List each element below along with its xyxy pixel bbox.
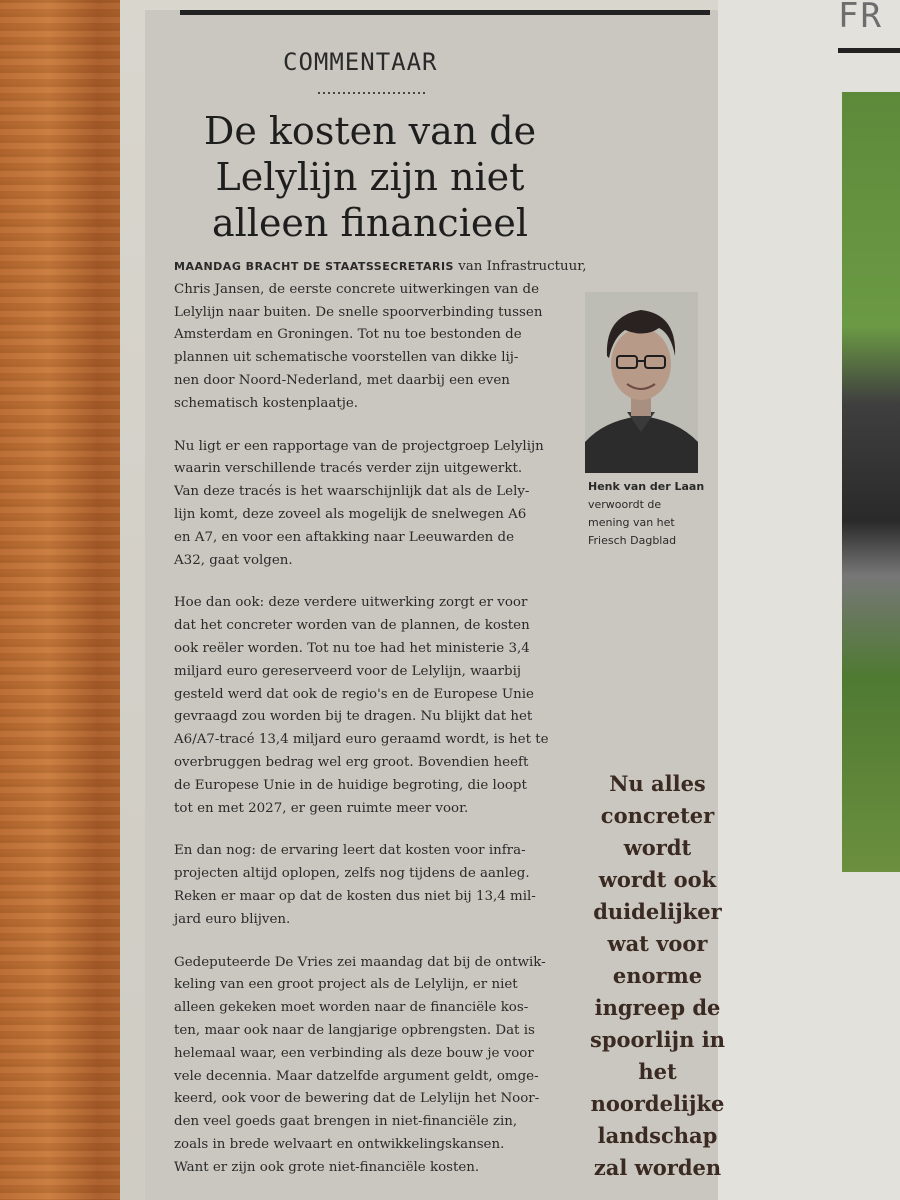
wooden-table-background: [0, 0, 140, 1200]
pull-quote-line: wat voor: [607, 931, 708, 956]
article-paragraph-1: [174, 256, 587, 416]
adjacent-page-header-fragment: FR: [838, 0, 883, 36]
body-line: zoals in brede welvaart en ontwikkelingskansen.: [174, 1136, 505, 1152]
body-line: gevraagd zou worden bij te dragen. Nu blijkt dat het: [174, 709, 533, 725]
body-line: nen door Noord-Nederland, met daarbij een even: [174, 372, 510, 388]
pull-quote-line: wordt: [623, 835, 692, 860]
pull-quote-line: Nu alles: [609, 771, 706, 796]
author-byline: [588, 478, 718, 550]
adjacent-page-photo: [842, 92, 900, 872]
body-line: A6/A7-tracé 13,4 miljard euro geraamd wordt, is het te: [174, 732, 549, 748]
pull-quote-line: zal worden: [593, 1155, 722, 1180]
body-line: Nu ligt er een rapportage van de projectgroep Lelylijn: [174, 438, 544, 454]
body-line: ten, maar ook naar de langjarige opbrengsten. Dat is: [174, 1022, 535, 1038]
author-description-line: verwoordt de: [588, 498, 662, 511]
headline-line: alleen financieel: [211, 201, 528, 245]
body-line: Hoe dan ook: deze verdere uitwerking zorgt er voor: [174, 595, 528, 611]
body-line: alleen gekeken moet worden naar de financiële kos-: [174, 1000, 529, 1016]
body-line: Lelylijn naar buiten. De snelle spoorverbinding tussen: [174, 304, 543, 320]
pull-quote-line: enorme: [612, 963, 703, 988]
body-line: gesteld werd dat ook de regio's en de Europese Unie: [174, 686, 534, 702]
author-portrait: [585, 292, 698, 473]
section-kicker: COMMENTAAR: [283, 48, 438, 76]
pull-quote-line: wordt ook: [598, 867, 717, 892]
kicker-dotted-divider: [318, 92, 428, 94]
body-line: En dan nog: de ervaring leert dat kosten voor infra-: [174, 843, 526, 859]
body-line: overbruggen bedrag wel erg groot. Bovendien heeft: [174, 754, 529, 770]
lead-in-caps: MAANDAG BRACHT DE STAATSSECRETARIS: [174, 260, 454, 273]
pull-quote-line: noordelijke: [590, 1091, 725, 1116]
body-line: vele decennia. Maar datzelfde argument geldt, omge-: [174, 1068, 539, 1084]
body-line: dat het concreter worden van de plannen, de kosten: [174, 618, 530, 634]
body-line: plannen uit schematische voorstellen van dikke lij-: [174, 350, 519, 366]
article-paragraph-2: [174, 436, 584, 573]
body-line: den veel goeds gaat brengen in niet-financiële zin,: [174, 1114, 518, 1130]
body-line: A32, gaat volgen.: [174, 552, 293, 568]
body-line: tot en met 2027, er geen ruimte meer voor.: [174, 800, 469, 816]
adjacent-page-header-rule: [838, 48, 900, 53]
body-line: Reken er maar op dat de kosten dus niet bij 13,4 mil-: [174, 888, 536, 904]
body-line: projecten altijd oplopen, zelfs nog tijdens de aanleg.: [174, 866, 530, 882]
body-line: en A7, en voor een aftakking naar Leeuwarden de: [174, 529, 514, 545]
body-line: keling van een groot project als de Lelylijn, er niet: [174, 977, 518, 993]
body-line: Amsterdam en Groningen. Tot nu toe bestonden de: [174, 327, 522, 343]
body-line: Gedeputeerde De Vries zei maandag dat bij de ontwik-: [174, 954, 546, 970]
headline-line: Lelylijn zijn niet: [215, 155, 525, 199]
pull-quote-line: concreter: [600, 803, 715, 828]
headline-line: De kosten van de: [203, 109, 537, 153]
body-line: helemaal waar, een verbinding als deze bouw je voor: [174, 1045, 534, 1061]
article-headline: [190, 108, 550, 246]
body-line: Chris Jansen, de eerste concrete uitwerkingen van de: [174, 281, 539, 297]
pull-quote: [585, 768, 730, 1184]
column-top-rule: [180, 10, 710, 15]
author-description-line: Friesch Dagblad: [588, 534, 677, 547]
article-paragraph-4: [174, 840, 584, 931]
author-name: Henk van der Laan: [588, 480, 705, 493]
author-description: [588, 496, 718, 550]
body-line: keerd, ook voor de bewering dat de Lelylijn het Noor-: [174, 1091, 540, 1107]
body-line: schematisch kostenplaatje.: [174, 395, 359, 411]
body-line: de Europese Unie in de huidige begroting, die loopt: [174, 777, 527, 793]
pull-quote-line: ingreep de: [594, 995, 721, 1020]
body-line: [174, 256, 587, 279]
body-line: Want er zijn ook grote niet-financiële kosten.: [174, 1159, 480, 1175]
body-line-text: van Infrastructuur,: [453, 259, 587, 274]
pull-quote-line: het: [638, 1059, 677, 1084]
author-portrait-drawing: [585, 292, 698, 473]
article-paragraph-5: [174, 952, 584, 1180]
author-description-line: mening van het: [588, 516, 675, 529]
body-line: Van deze tracés is het waarschijnlijk dat als de Lely-: [174, 484, 530, 500]
body-line: jard euro blijven.: [174, 911, 291, 927]
body-line: waarin verschillende tracés verder zijn uitgewerkt.: [174, 461, 523, 477]
body-line: ook reëler worden. Tot nu toe had het ministerie 3,4: [174, 640, 530, 656]
body-line: lijn komt, deze zoveel als mogelijk de snelwegen A6: [174, 506, 527, 522]
pull-quote-line: spoorlijn in: [590, 1027, 725, 1052]
article-body: [174, 256, 587, 1199]
pull-quote-line: landschap: [597, 1123, 718, 1148]
article-paragraph-3: [174, 592, 584, 820]
body-line: miljard euro gereserveerd voor de Lelylijn, waarbij: [174, 663, 522, 679]
pull-quote-line: duidelijker: [593, 899, 722, 924]
